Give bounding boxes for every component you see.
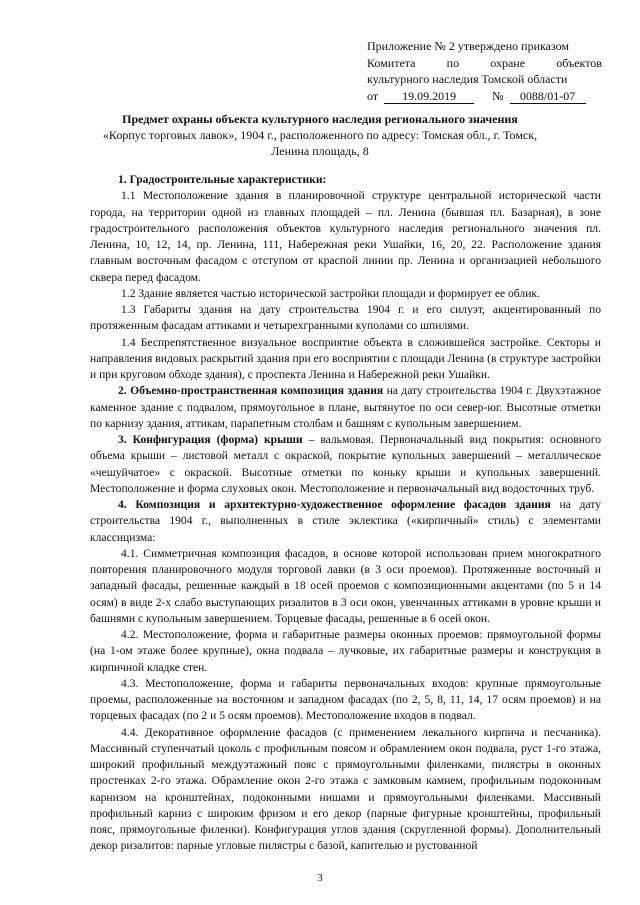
title-heading: Предмет охраны объекта культурного наследия регионального значения [122,112,518,126]
title-subject-line-2: Ленина площадь, 8 [271,144,369,158]
paragraph-4-4: 4.4. Декоративное оформление фасадов (с применением лекального кирпича и песчаника). Массивный ступенчатый цоколь с профильным поясом и обрамлением окон подвала, руст 1-го этажа, широкий профильный междуэтажный пояс с прямоугольными филенками, пилястры в оконных простенках 2-го этажа. Обрамление окон 2-го этажа с замковым камнем, профильным подоконным карнизом на кронштейнах, подоконными нишами и прямоугольными филенками. Массивный профильный карниз с широким фризом и его декор (парные фигурные кронштейны, профильный пояс, прямоугольные филенки). Конфигурация углов здания (скругленной формы). Дополнительный декор ризалитов: парные угловые пилястры с базой, капителью и рустованной [90,725,601,853]
paragraph-1-2: 1.2 Здание является частью исторической застройки площади и формирует ее облик. [121,286,540,300]
title-subject-line-1: «Корпус торговых лавок», 1904 г., расположенного по адресу: Томская обл., г. Томск, [102,128,538,142]
approval-word: Комитета [367,55,416,70]
order-number: 0088/01-07 [510,89,586,104]
from-label: от [367,88,379,103]
document-body [90,172,601,855]
number-label: № [492,88,504,103]
page-number: 3 [317,872,323,884]
section-4-heading: 4. Композиция и архитектурно-художественное оформление фасадов здания [118,498,551,511]
section-4 [90,497,601,546]
paragraph-4-2: 4.2. Местоположение, форма и габаритные размеры оконных проемов: прямоугольной формы (на 1-ом этаже более крупные), окна подвала – лучковые, их габаритные размеры и конструкция в кирпичной кладке стен. [90,628,601,674]
section-3-text: – вальмовая. Первоначальный вид покрытия: основного объема крыши – листовой металл с окраской, покрытие купольных завершений – металлическое «чешуйчатое» с окраской. Высотные отметки по коньку крыши и купольных завершений. Местоположение и форма слуховых окон. Местоположение и первоначальный вид водосточных труб. [90,433,601,495]
paragraph-1-1: 1.1 Местоположение здания в планировочной структуре центральной исторической части города, на территории одной из главных площадей – пл. Ленина (бывшая пл. Базарная), в зоне градостроительного расположения объектов культурного наследия регионального значения пл. Ленина, 10, 12, 14, пр. Ленина, 111, Набережная реки Ушайки, 16, 20, 22. Расположение здания главным восточным фасадом с отступом от краспой линии пр. Ленина и организацией небольшого сквера перед фасадом. [90,189,601,284]
section-3 [90,432,601,497]
order-date: 19.09.2019 [384,89,474,104]
approval-word: охране [490,55,526,70]
approval-line-2 [367,55,602,72]
approval-line-1: Приложение № 2 утверждено приказом [367,39,570,53]
section-4-text: на дату строительства 1904 г., выполненных в стиле эклектика («кирпичный» стиль) с элементами классицизма: [90,498,601,544]
section-2 [90,383,601,432]
paragraph-4-1: 4.1. Симметричная композиция фасадов, в основе которой использован прием многократного повторения планировочного модуля торговой лавки (в 3 оси проемов). Протяженные восточный и западный фасады, решенные каждый в 18 осей проемов с композиционными акцентами (по 5 и 14 осям) в виде 2-х слабо выступающих ризалитов в 3 оси окон, увенчанных аттиками в уровне крыши и башнями с купольным завершением. Торцевые фасады, решенные в 6 осей окон. [90,546,601,625]
document-title [70,111,570,159]
approval-word: объектов [556,55,602,70]
approval-line-4 [367,88,602,105]
section-1-heading: 1. Градостроительные характеристики: [118,173,327,186]
approval-line-3: культурного наследия Томской области [367,72,568,86]
approval-note [367,38,602,104]
paragraph-1-3: 1.3 Габариты здания на дату строительства 1904 г. и его силуэт, акцентированный по протяженным фасадам аттиками и четырехгранными куполами со шпилями. [90,303,601,333]
section-3-heading: 3. Конфигурация (форма) крыши [118,433,303,446]
section-2-heading: 2. Объемно-пространственная композиция здания [118,384,384,398]
section-2-text: на дату строительства 1904 г. Двухэтажное каменное здание с подвалом, прямоугольное в плане, вытянутое по оси север-юг. Высотные отметки по карнизу здания, аттикам, парапетным столбам и башням с купольным завершением. [90,384,601,430]
paragraph-1-4: 1.4 Беспрепятственное визуальное восприятие объекта в сложившейся застройке. Секторы и направления видовых раскрытий здания при его восприятии с площади Ленина (в структуре застройки и при круговом обходе здания), с проспекта Ленина и Набережной реки Ушайки. [90,335,601,381]
approval-word: по [446,55,460,70]
paragraph-4-3: 4.3. Местоположение, форма и габариты первоначальных входов: крупные прямоугольные проемы, расположенные на восточном и западном фасадах (по 2, 5, 8, 11, 14, 17 осям проемов) и на торцевых фасадах (по 2 и 5 осям проемов). Местоположение входов в подвал. [90,676,601,723]
